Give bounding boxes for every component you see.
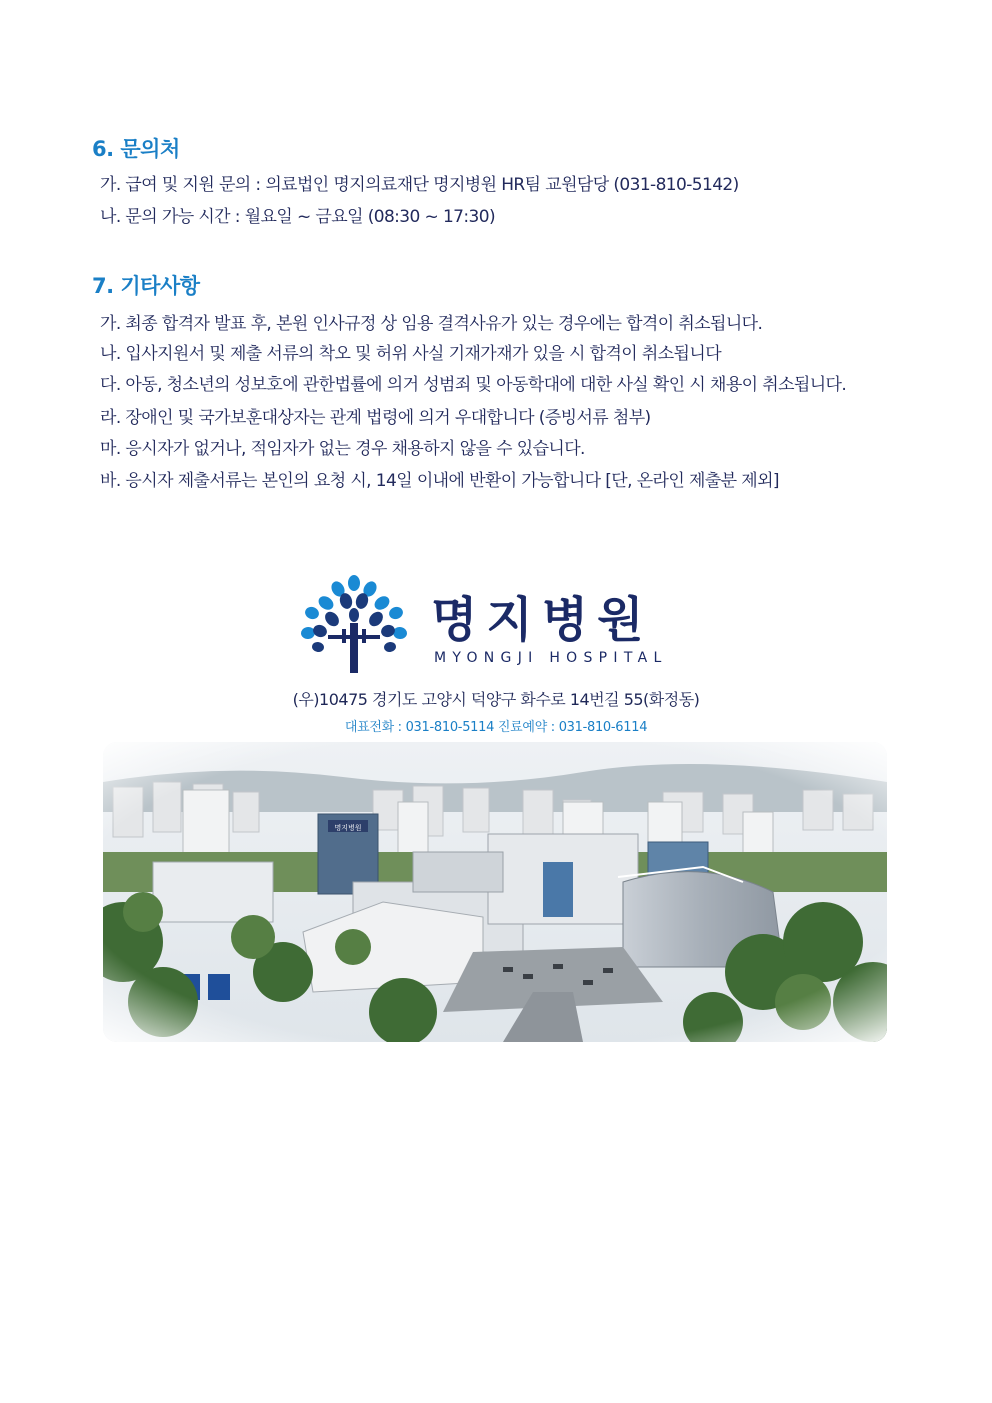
hospital-phones: 대표전화 : 031-810-5114 진료예약 : 031-810-6114: [344, 720, 648, 735]
logo-english-name: MYONGJI HOSPITAL: [434, 650, 668, 666]
section-7-title: 7. 기타사항: [92, 274, 200, 298]
list-item: 라. 장애인 및 국가보훈대상자는 관계 법령에 의거 우대합니다 (증빙서류 첨부): [100, 408, 651, 428]
hospital-logo: [298, 575, 698, 675]
list-item: 가. 급여 및 지원 문의 : 의료법인 명지의료재단 명지병원 HR팀 교원담당 (031-810-5142): [100, 175, 739, 195]
list-item: 가. 최종 합격자 발표 후, 본원 인사규정 상 임용 결격사유가 있는 경우에는 합격이 취소됩니다.: [100, 314, 763, 334]
list-item: 바. 응시자 제출서류는 본인의 요청 시, 14일 이내에 반환이 가능합니다 [단, 온라인 제출분 제외]: [100, 471, 779, 491]
tree-logo-icon: [298, 575, 410, 675]
hospital-address: (우)10475 경기도 고양시 덕양구 화수로 14번길 55(화정동): [292, 690, 700, 709]
hospital-aerial-illustration: [103, 742, 887, 1042]
logo-korean-name: 명지병원: [431, 592, 653, 648]
list-item: 마. 응시자가 없거나, 적임자가 없는 경우 채용하지 않을 수 있습니다.: [100, 439, 585, 459]
list-item: 나. 입사지원서 및 제출 서류의 착오 및 허위 사실 기재가재가 있을 시 합격이 취소됩니다: [100, 344, 722, 364]
list-item: 다. 아동, 청소년의 성보호에 관한법률에 의거 성범죄 및 아동학대에 대한 사실 확인 시 채용이 취소됩니다.: [100, 375, 847, 395]
hospital-aerial-photo: [103, 742, 887, 1042]
section-6-title: 6. 문의처: [92, 137, 180, 161]
list-item: 나. 문의 가능 시간 : 월요일 ~ 금요일 (08:30 ~ 17:30): [100, 207, 495, 227]
